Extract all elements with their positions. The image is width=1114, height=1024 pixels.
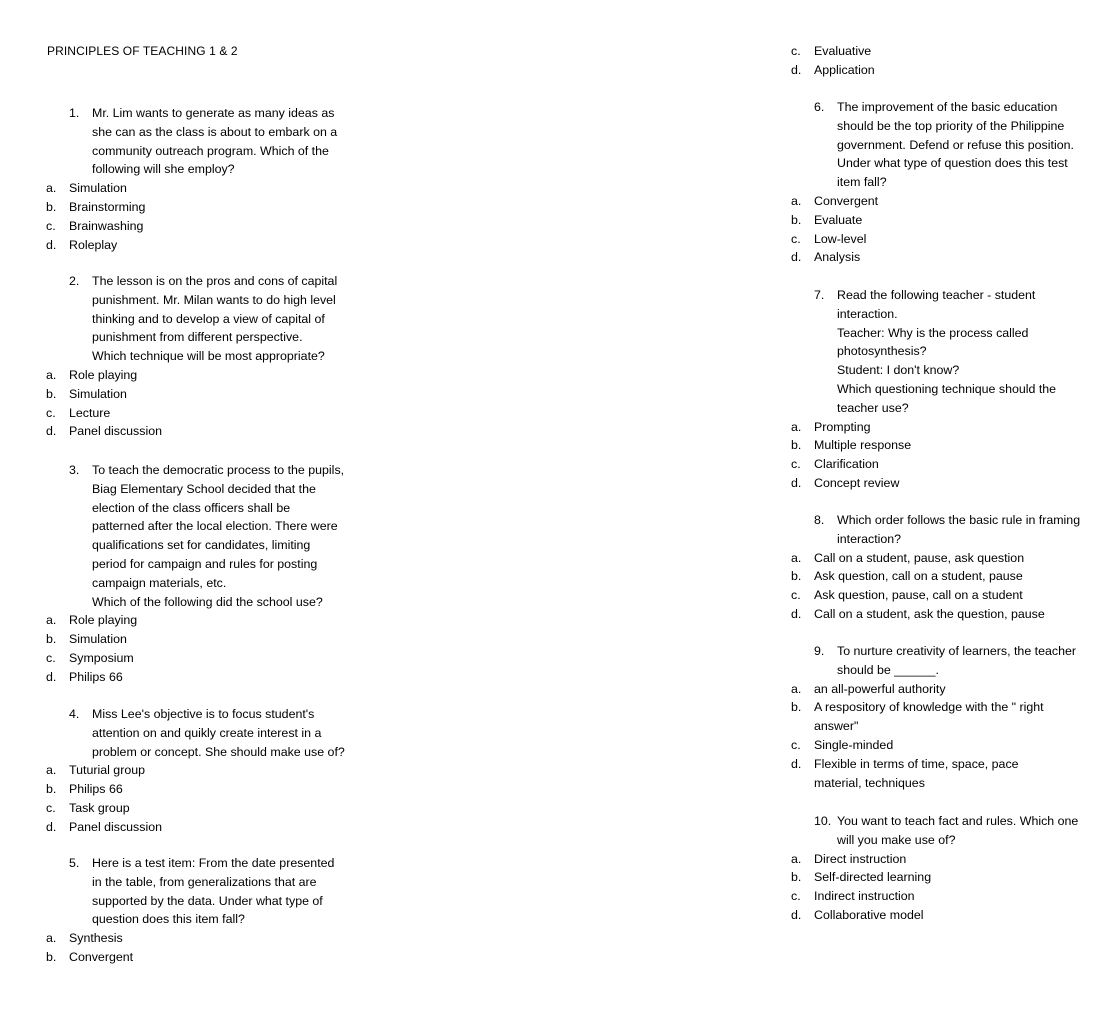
option-text: Clarification xyxy=(814,457,879,472)
question-10 xyxy=(791,812,1114,925)
answer-option xyxy=(46,630,365,649)
option-text: Self-directed learning xyxy=(814,870,932,885)
answer-option xyxy=(46,366,365,385)
option-letter: b. xyxy=(791,438,802,453)
answer-option xyxy=(46,761,365,780)
question-stem xyxy=(814,98,1114,192)
question-stem xyxy=(814,642,1114,680)
answer-option xyxy=(791,248,1114,267)
answer-option xyxy=(791,61,1114,80)
question-number: 8. xyxy=(814,513,825,527)
question-text: Miss Lee's objective is to focus student's attention on and quikly create interest in a problem or concept. She should make use of? xyxy=(92,707,345,759)
question-text: Read the following teacher - student interaction. Teacher: Why is the process called photosynthesis? Student: I don't know? Which questioning technique should the teacher use? xyxy=(837,288,1057,415)
option-text: Simulation xyxy=(69,386,127,401)
option-letter: a. xyxy=(46,613,57,628)
option-letter: c. xyxy=(46,650,56,665)
question-text: You want to teach fact and rules. Which one will you make use of? xyxy=(837,814,1079,847)
question-3 xyxy=(46,461,365,687)
option-letter: c. xyxy=(791,737,801,752)
option-text: Flexible in terms of time, space, pace material, techniques xyxy=(814,756,1019,790)
answer-option xyxy=(791,680,1114,699)
question-text: To teach the democratic process to the pupils, Biag Elementary School decided that the election of the class officers shall be patterned after the local election. There were qualifications set for candidates, limiting period for campaign and rules for posting campaign materials, etc. Which of the following did the school use? xyxy=(92,463,345,609)
option-letter: b. xyxy=(791,870,802,885)
option-text: Ask question, call on a student, pause xyxy=(814,569,1023,584)
question-number: 3. xyxy=(69,463,80,477)
question-number: 5. xyxy=(69,856,80,870)
question-number: 2. xyxy=(69,274,80,288)
answer-option xyxy=(791,567,1114,586)
question-stem xyxy=(814,812,1114,850)
question-text: The improvement of the basic education should be the top priority of the Philippine government. Defend or refuse this position. Under what type of question does this test item fall? xyxy=(837,100,1074,190)
option-letter: d. xyxy=(791,250,802,265)
option-text: A respository of knowledge with the " right answer" xyxy=(814,700,1044,734)
option-text: an all-powerful authority xyxy=(814,681,946,696)
option-letter: c. xyxy=(46,218,56,233)
answer-option xyxy=(791,887,1114,906)
option-letter: c. xyxy=(791,889,801,904)
answer-option xyxy=(46,179,365,198)
option-text: Analysis xyxy=(814,250,861,265)
option-text: Brainwashing xyxy=(69,218,144,233)
answer-option xyxy=(46,780,365,799)
question-stem xyxy=(69,461,365,611)
answer-option xyxy=(791,698,1114,736)
question-number: 9. xyxy=(814,644,825,658)
option-letter: b. xyxy=(46,386,57,401)
option-text: Role playing xyxy=(69,367,138,382)
answer-option xyxy=(791,755,1114,793)
option-letter: c. xyxy=(791,457,801,472)
answer-option xyxy=(46,198,365,217)
option-text: Symposium xyxy=(69,650,134,665)
option-text: Application xyxy=(814,62,875,77)
option-letter: c. xyxy=(46,405,56,420)
option-text: Simulation xyxy=(69,632,127,647)
option-text: Panel discussion xyxy=(69,819,162,834)
question-6 xyxy=(791,98,1114,267)
answer-option xyxy=(791,605,1114,624)
option-letter: d. xyxy=(791,907,802,922)
option-letter: d. xyxy=(46,819,57,834)
answer-option xyxy=(791,211,1114,230)
option-letter: b. xyxy=(791,212,802,227)
option-text: Task group xyxy=(69,800,130,815)
option-text: Convergent xyxy=(814,193,879,208)
option-letter: b. xyxy=(791,700,802,715)
page-title: PRINCIPLES OF TEACHING 1 & 2 xyxy=(47,44,238,58)
option-letter: d. xyxy=(46,669,57,684)
question-2 xyxy=(46,272,365,441)
option-letter: b. xyxy=(46,199,57,214)
answer-option xyxy=(791,549,1114,568)
option-letter: d. xyxy=(791,475,802,490)
question-4 xyxy=(46,705,365,837)
answer-option xyxy=(46,217,365,236)
answer-option xyxy=(791,868,1114,887)
question-stem xyxy=(69,104,365,179)
option-text: Low-level xyxy=(814,231,867,246)
question-1 xyxy=(46,104,365,254)
answer-option xyxy=(791,850,1114,869)
option-letter: c. xyxy=(791,231,801,246)
option-letter: d. xyxy=(46,424,57,439)
option-text: Philips 66 xyxy=(69,782,123,797)
answer-option xyxy=(791,436,1114,455)
option-text: Direct instruction xyxy=(814,851,907,866)
option-text: Call on a student, pause, ask question xyxy=(814,550,1025,565)
question-stem xyxy=(814,511,1114,549)
question-text: Which order follows the basic rule in framing interaction? xyxy=(837,513,1081,546)
option-text: Roleplay xyxy=(69,237,118,252)
option-text: Philips 66 xyxy=(69,669,123,684)
option-letter: b. xyxy=(791,569,802,584)
answer-option xyxy=(46,385,365,404)
question-7 xyxy=(791,286,1114,493)
question-5 xyxy=(46,854,365,967)
option-letter: a. xyxy=(791,550,802,565)
question-number: 1. xyxy=(69,106,80,120)
answer-option xyxy=(791,474,1114,493)
question-5-continued xyxy=(791,42,1114,80)
option-letter: a. xyxy=(791,419,802,434)
option-text: Brainstorming xyxy=(69,199,146,214)
question-stem xyxy=(69,705,365,761)
option-text: Simulation xyxy=(69,181,127,196)
answer-option xyxy=(46,948,365,967)
answer-option xyxy=(46,668,365,687)
option-letter: a. xyxy=(46,931,57,946)
option-letter: d. xyxy=(791,62,802,77)
option-letter: d. xyxy=(46,237,57,252)
answer-option xyxy=(46,649,365,668)
answer-option xyxy=(791,906,1114,925)
option-text: Role playing xyxy=(69,613,138,628)
option-text: Indirect instruction xyxy=(814,889,915,904)
option-text: Convergent xyxy=(69,949,134,964)
question-stem xyxy=(69,854,365,929)
answer-option xyxy=(46,611,365,630)
answer-option xyxy=(46,929,365,948)
question-number: 4. xyxy=(69,707,80,721)
option-text: Lecture xyxy=(69,405,111,420)
answer-option xyxy=(46,422,365,441)
answer-option xyxy=(46,404,365,423)
answer-option xyxy=(46,799,365,818)
option-text: Concept review xyxy=(814,475,900,490)
answer-option xyxy=(791,418,1114,437)
answer-option xyxy=(46,236,365,255)
option-text: Call on a student, ask the question, pause xyxy=(814,606,1045,621)
question-8 xyxy=(791,511,1114,624)
option-letter: b. xyxy=(46,949,57,964)
answer-option xyxy=(791,42,1114,61)
option-text: Multiple response xyxy=(814,438,912,453)
answer-option xyxy=(791,455,1114,474)
option-letter: a. xyxy=(791,681,802,696)
option-letter: a. xyxy=(46,763,57,778)
option-text: Synthesis xyxy=(69,931,123,946)
option-text: Ask question, pause, call on a student xyxy=(814,588,1023,603)
question-text: The lesson is on the pros and cons of capital punishment. Mr. Milan wants to do high level thinking and to develop a view of capital of punishment from different perspective. Which technique will be most appropriate? xyxy=(92,274,338,364)
option-letter: c. xyxy=(791,44,801,58)
question-number: 10. xyxy=(814,814,832,828)
option-letter: b. xyxy=(46,782,57,797)
option-text: Evaluative xyxy=(814,44,872,58)
answer-option xyxy=(791,736,1114,755)
question-text: Mr. Lim wants to generate as many ideas as she can as the class is about to embark on a community outreach program. Which of the following will she employ? xyxy=(92,106,338,177)
question-stem xyxy=(69,272,365,366)
option-text: Prompting xyxy=(814,419,871,434)
option-text: Single-minded xyxy=(814,737,894,752)
question-number: 7. xyxy=(814,288,825,302)
option-letter: c. xyxy=(791,588,801,603)
option-letter: a. xyxy=(46,181,57,196)
option-text: Collaborative model xyxy=(814,907,924,922)
answer-option xyxy=(46,818,365,837)
option-letter: c. xyxy=(46,800,56,815)
option-letter: d. xyxy=(791,756,802,771)
answer-option xyxy=(791,192,1114,211)
question-text: Here is a test item: From the date presented in the table, from generalizations that are supported by the data. Under what type of question does this item fall? xyxy=(92,856,335,927)
question-number: 6. xyxy=(814,100,825,114)
option-text: Evaluate xyxy=(814,212,863,227)
answer-option xyxy=(791,586,1114,605)
option-letter: d. xyxy=(791,606,802,621)
answer-option xyxy=(791,230,1114,249)
option-letter: b. xyxy=(46,632,57,647)
option-letter: a. xyxy=(791,193,802,208)
option-letter: a. xyxy=(791,851,802,866)
question-stem xyxy=(814,286,1114,418)
option-letter: a. xyxy=(46,367,57,382)
question-text: To nurture creativity of learners, the teacher should be ______. xyxy=(837,644,1076,677)
question-9 xyxy=(791,642,1114,792)
option-text: Panel discussion xyxy=(69,424,162,439)
option-text: Tuturial group xyxy=(69,763,145,778)
